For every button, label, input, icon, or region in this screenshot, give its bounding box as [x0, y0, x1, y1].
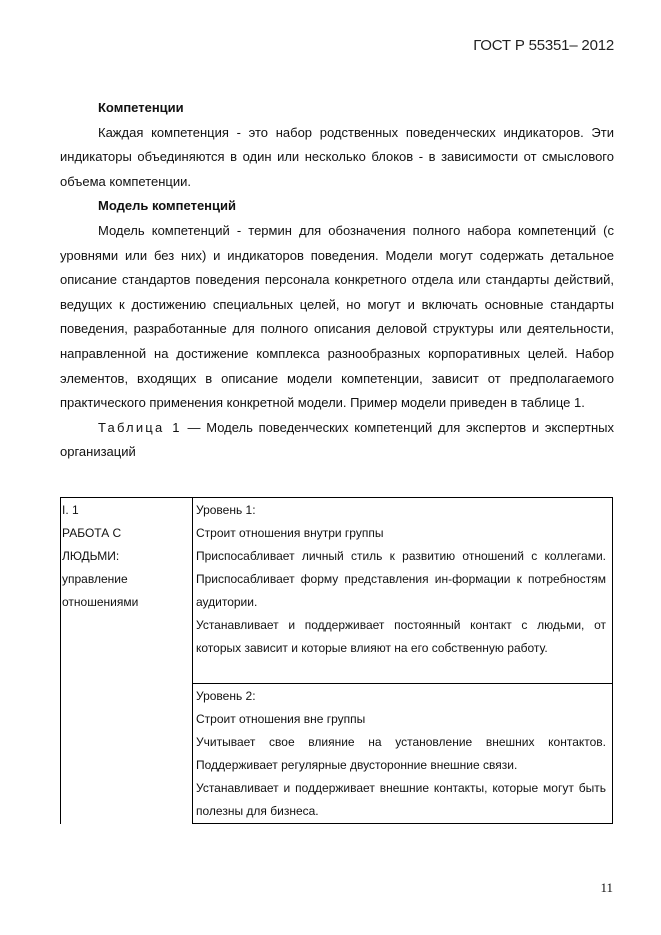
competency-desc-line: отношениями: [62, 595, 139, 609]
level-2-text: Поддерживает регулярные двусторонние внешние связи.: [196, 758, 518, 772]
level-1-text: Устанавливает и поддерживает постоянный контакт с людьми, от которых зависит и которые влияют на его собственную работу.: [196, 618, 606, 655]
table-border: [192, 497, 193, 824]
competencies-heading: Компетенции: [98, 100, 184, 115]
table-border: [192, 683, 613, 684]
competencies-paragraph: Каждая компетенция - это набор родственных поведенческих индикаторов. Эти индикаторы объединяются в один или несколько блоков - в зависимости от смыслового объема компетенции.: [60, 124, 614, 189]
competency-table: [60, 497, 613, 824]
competency-name-line: РАБОТА С: [62, 526, 122, 540]
level-2-title: Уровень 2:: [196, 689, 256, 703]
table-border: [192, 823, 613, 824]
standard-number: ГОСТ Р 55351– 2012: [473, 37, 614, 54]
page-number: 11: [600, 880, 613, 895]
level-1-subtitle: Строит отношения внутри группы: [196, 526, 384, 540]
competencies-section: [60, 96, 614, 465]
model-heading: Модель компетенций: [98, 198, 236, 214]
level-2-text: Устанавливает и поддерживает внешние контакты, которые могут быть полезны для бизнеса.: [196, 781, 606, 818]
competency-code: I. 1: [62, 503, 79, 517]
level-2-subtitle: Строит отношения вне группы: [196, 712, 366, 726]
table-border: [60, 497, 613, 498]
table-caption: [60, 416, 614, 465]
table-caption-label: Таблица 1: [98, 419, 182, 435]
table-caption-text: — Модель поведенческих компетенций для экспертов и экспертных организаций: [60, 419, 614, 460]
level-1-title: Уровень 1:: [196, 503, 256, 517]
competency-name-line: ЛЮДЬМИ:: [62, 549, 120, 563]
table-border: [612, 497, 613, 824]
level-2-text: Учитывает свое влияние на установление внешних контактов.: [196, 735, 606, 749]
level-2-cell: [196, 685, 606, 823]
level-1-text: Приспосабливает личный стиль к развитию отношений с коллегами. Приспосабливает форму представления ин-формации к потребностям аудитории.: [196, 549, 606, 609]
model-paragraph: Модель компетенций - термин для обозначения полного набора компетенций (с уровнями или без них) и индикаторов поведения. Модели могут содержать детальное описание стандартов поведения персонала конкретного отдела или стандарты действий, ведущих к достижению специальных целей, но могут и включать основные стандарты поведения, разработанные для полного описания деловой структуры или деятельности, направленной на достижение комплекса разнообразных корпоративных целей. Набор элементов, входящих в описание модели компетенции, зависит от предполагаемого практического применения конкретной модели. Пример модели приведен в таблице 1.: [60, 222, 614, 411]
competency-cell: [62, 499, 190, 614]
table-border: [60, 497, 61, 824]
level-1-cell: [196, 499, 606, 660]
competency-desc-line: управление: [62, 572, 128, 586]
